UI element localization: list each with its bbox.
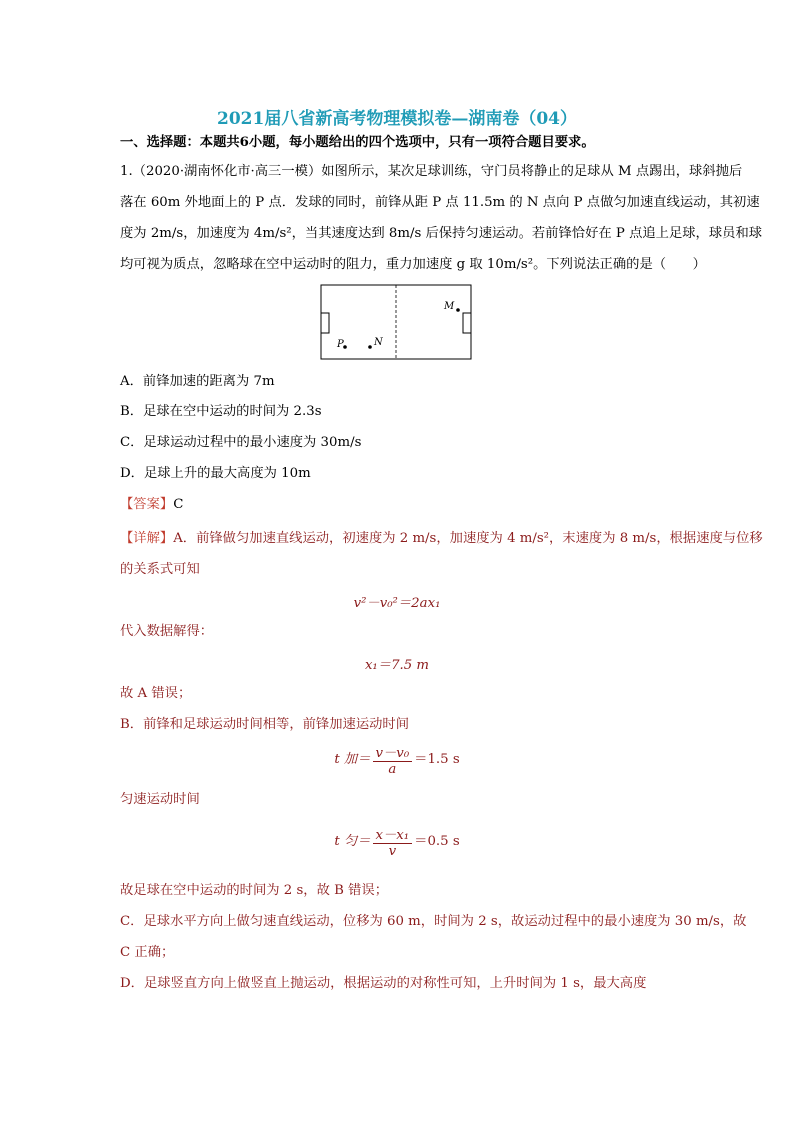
detail-label: 【详解】 — [120, 531, 174, 546]
detail-text: A．前锋做匀加速直线运动，初速度为 2 m/s，加速度为 4 m/s²，末速度为 8 m/s，根据速度与位移 — [173, 531, 763, 546]
detail-a-line2: 的关系式可知 — [120, 562, 200, 577]
equation-4 — [0, 824, 794, 859]
answer-label: 【答案】 — [120, 497, 174, 512]
section-heading: 一、选择题：本题共6小题，每小题给出的四个选项中，只有一项符合题目要求。 — [120, 135, 595, 150]
eq3-denominator: a — [388, 762, 397, 777]
detail-b-line: B．前锋和足球运动时间相等，前锋加速运动时间 — [120, 717, 410, 732]
option-d: D．足球上升的最大高度为 10m — [120, 466, 311, 481]
equation-2: x₁＝7.5 m — [364, 658, 430, 673]
question-line: 1.（2020·湖南怀化市·高三一模）如图所示，某次足球训练，守门员将静止的足球从 M 点踢出，球斜抛后 — [120, 164, 743, 179]
equation-1: v²－v₀²＝2ax₁ — [353, 596, 441, 611]
answer-row — [120, 496, 183, 514]
eq4-rhs: ＝0.5 s — [414, 834, 460, 849]
point-m-label: M — [444, 301, 455, 312]
detail-a-conclusion: 故 A 错误； — [120, 686, 192, 701]
question-line: 度为 2m/s，加速度为 4m/s²，当其速度达到 8m/s 后保持匀速运动。若前锋恰好在 P 点追上足球，球员和球 — [120, 226, 763, 241]
eq3-numerator: v－v₀ — [373, 742, 413, 762]
detail-b-conclusion: 故足球在空中运动的时间为 2 s，故 B 错误； — [120, 883, 389, 898]
eq3-lhs: t 加＝ — [334, 752, 371, 767]
option-a: A．前锋加速的距离为 7m — [120, 374, 275, 389]
detail-d-line: D．足球竖直方向上做竖直上抛运动，根据运动的对称性可知，上升时间为 1 s，最大高度 — [120, 976, 647, 991]
page-title: 2021届八省新高考物理模拟卷—湖南卷（04） — [217, 109, 577, 129]
eq4-denominator: v — [388, 844, 397, 859]
equation-3 — [0, 742, 794, 777]
eq3-rhs: ＝1.5 s — [414, 752, 460, 767]
point-p-label: P — [337, 339, 344, 350]
option-b: B．足球在空中运动的时间为 2.3s — [120, 404, 322, 419]
point-n-label: N — [374, 337, 383, 348]
football-field-figure — [320, 284, 472, 360]
question-line: 落在 60m 外地面上的 P 点．发球的同时，前锋从距 P 点 11.5m 的 N 点向 P 点做匀加速直线运动，其初速 — [120, 195, 760, 210]
detail-c-line: C．足球水平方向上做匀速直线运动，位移为 60 m，时间为 2 s，故运动过程中的最小速度为 30 m/s，故 — [120, 914, 747, 929]
option-c: C．足球运动过程中的最小速度为 30m/s — [120, 435, 362, 450]
answer-value: C — [173, 497, 184, 512]
detail-text: 匀速运动时间 — [120, 792, 200, 807]
detail-c-line2: C 正确； — [120, 945, 175, 960]
eq4-lhs: t 匀＝ — [334, 834, 371, 849]
question-line: 均可视为质点，忽略球在空中运动时的阻力，重力加速度 g 取 10m/s²。下列说法正确的是（ ） — [120, 257, 706, 272]
detail-text: 代入数据解得： — [120, 624, 214, 639]
detail-a-line — [120, 530, 763, 548]
eq4-numerator: x－x₁ — [373, 824, 413, 844]
